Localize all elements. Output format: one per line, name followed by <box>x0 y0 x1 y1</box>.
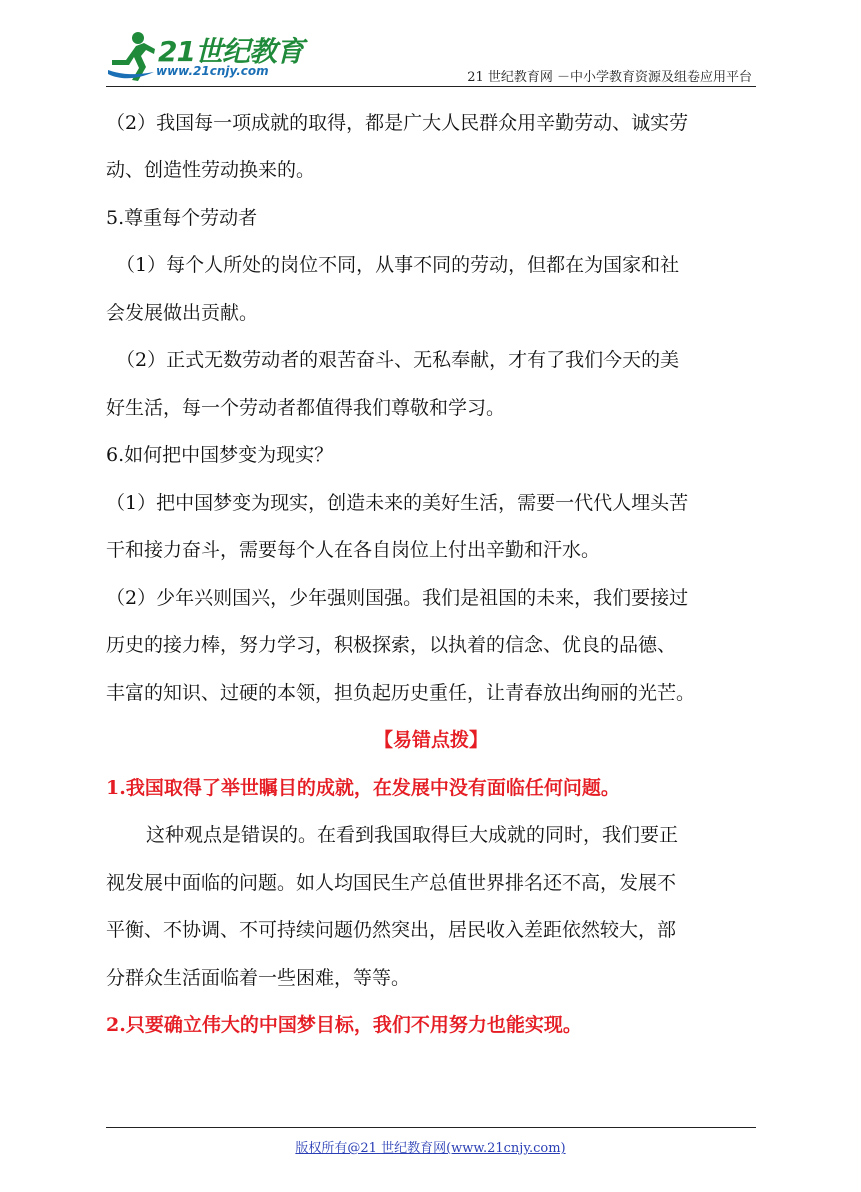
footer-divider <box>106 1127 756 1128</box>
runner-icon <box>106 30 156 82</box>
text-line: 丰富的知识、过硬的本领，担负起历史重任，让青春放出绚丽的光芒。 <box>106 682 696 704</box>
text-line: （1）把中国梦变为现实，创造未来的美好生活，需要一代代人埋头苦 <box>106 492 689 514</box>
text-line: 这种观点是错误的。在看到我国取得巨大成就的同时，我们要正 <box>146 824 679 846</box>
page-header <box>106 28 756 87</box>
text-line: （2）我国每一项成就的取得，都是广大人民群众用辛勤劳动、诚实劳 <box>106 112 689 134</box>
text-line: 干和接力奋斗，需要每个人在各自岗位上付出辛勤和汗水。 <box>106 539 601 561</box>
section-title: 【易错点拨】 <box>373 729 488 751</box>
text-line: （2）少年兴则国兴，少年强则国强。我们是祖国的未来，我们要接过 <box>106 587 689 609</box>
site-logo <box>106 28 306 84</box>
text-line: 5.尊重每个劳动者 <box>106 207 258 229</box>
error-point-1-title: 1.我国取得了举世瞩目的成就，在发展中没有面临任何问题。 <box>106 777 620 799</box>
logo-url: www.21cnjy.com <box>156 64 269 78</box>
text-line: （2）正式无数劳动者的艰苦奋斗、无私奉献，才有了我们今天的美 <box>116 349 680 371</box>
logo-text: 21世纪教育 <box>158 35 303 68</box>
text-line: 会发展做出贡献。 <box>106 302 259 324</box>
text-line: 历史的接力棒，努力学习，积极探索，以执着的信念、优良的品德、 <box>106 634 677 656</box>
text-line: 分群众生活面临着一些困难，等等。 <box>106 967 411 989</box>
text-line: 好生活，每一个劳动者都值得我们尊敬和学习。 <box>106 397 506 419</box>
text-line: （1）每个人所处的岗位不同，从事不同的劳动，但都在为国家和社 <box>116 254 680 276</box>
text-line: 平衡、不协调、不可持续问题仍然突出，居民收入差距依然较大，部 <box>106 919 677 941</box>
text-line: 6.如何把中国梦变为现实？ <box>106 444 334 466</box>
text-line: 动、创造性劳动换来的。 <box>106 159 316 181</box>
text-line: 视发展中面临的问题。如人均国民生产总值世界排名还不高，发展不 <box>106 872 677 894</box>
footer-copyright-link[interactable]: 版权所有@21 世纪教育网(www.21cnjy.com) <box>295 1141 566 1156</box>
header-site-name: 21 世纪教育网 －中小学教育资源及组卷应用平台 <box>467 70 752 85</box>
error-point-2-title: 2.只要确立伟大的中国梦目标，我们不用努力也能实现。 <box>106 1014 582 1036</box>
